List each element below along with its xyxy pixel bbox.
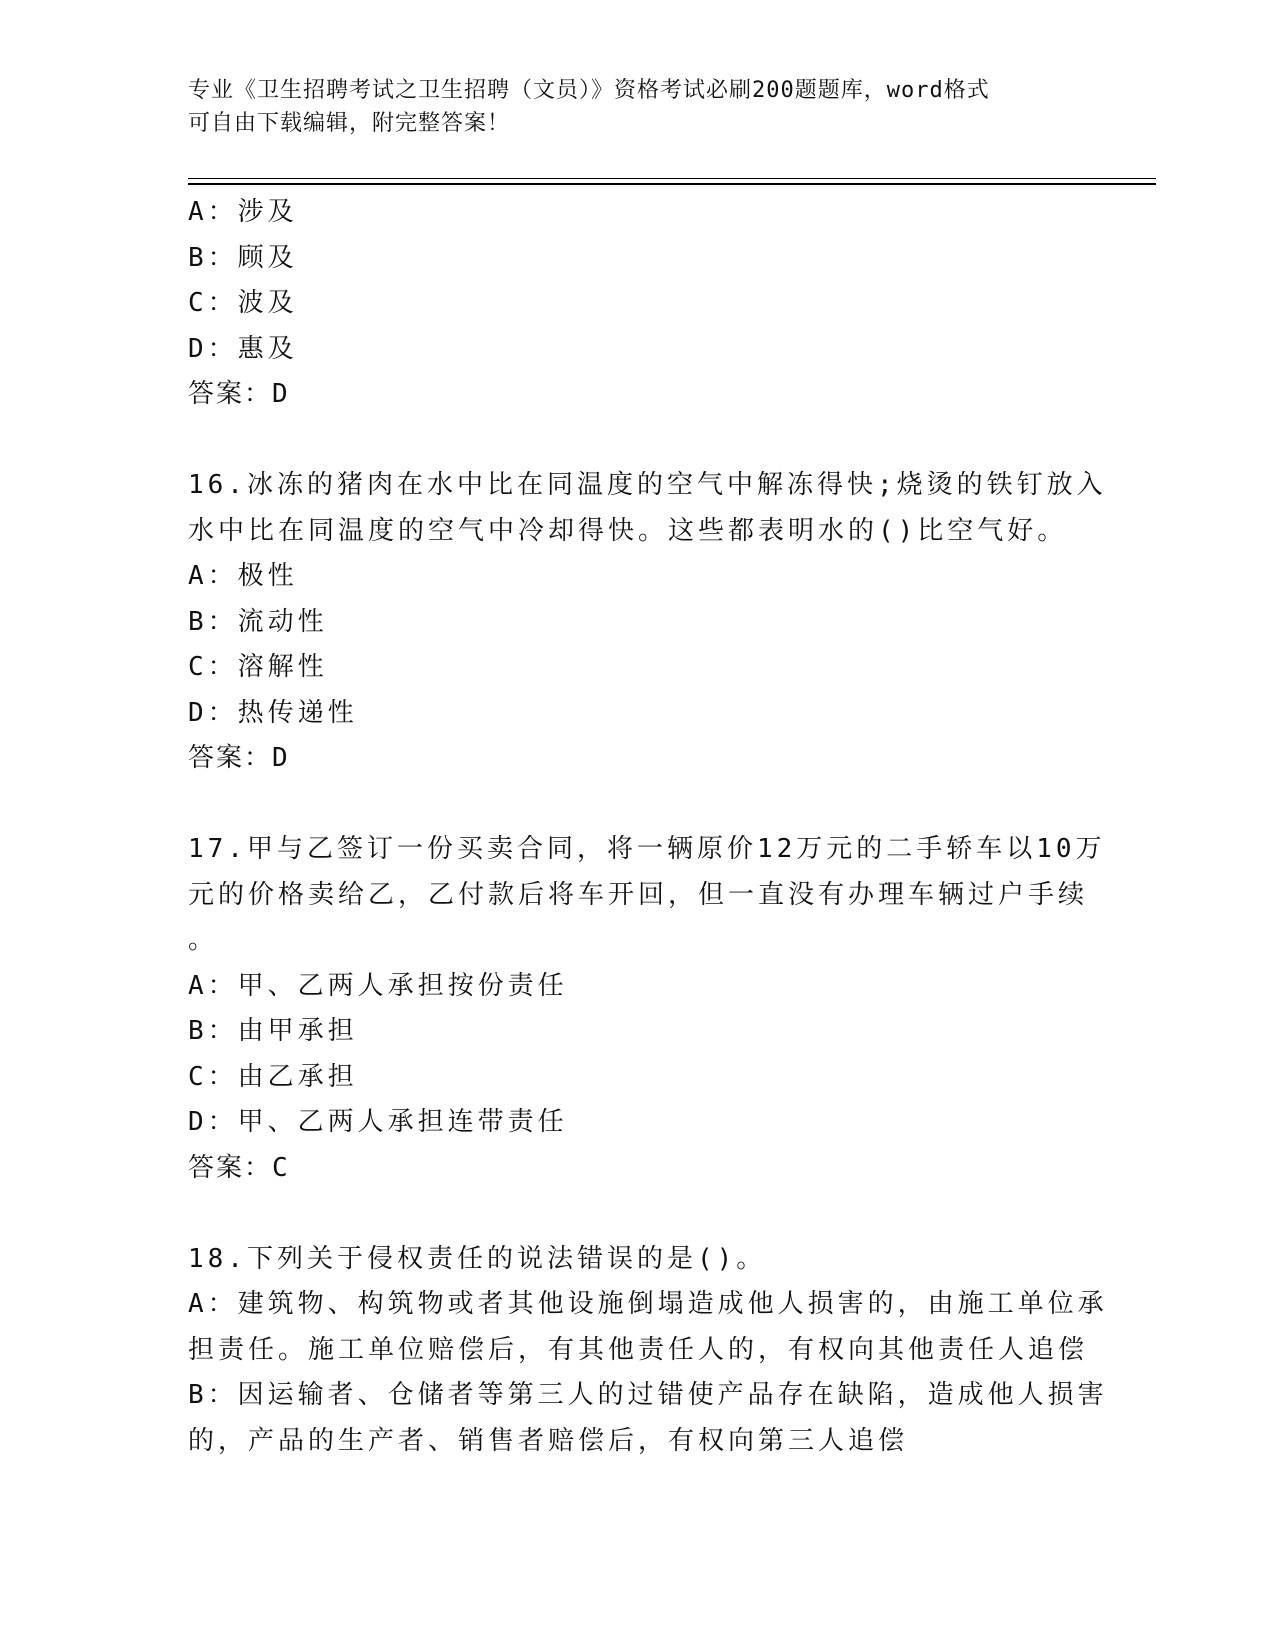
question-spacer (188, 782, 1088, 828)
option-c: C：由乙承担 (188, 1061, 358, 1092)
answer-line: 答案：D (188, 743, 290, 773)
header-title-line-1: 专业《卫生招聘考试之卫生招聘（文员）》资格考试必刷200题题库，word格式 (188, 78, 990, 103)
option-c: C：波及 (188, 288, 298, 318)
option-a: A：极性 (188, 561, 298, 591)
option-b-line: B：因运输者、仓储者等第三人的过错使产品存在缺陷，造成他人损害 (188, 1380, 1108, 1410)
question-stem-line: 17.甲与乙签订一份买卖合同，将一辆原价12万元的二手轿车以10万 (188, 834, 1106, 864)
question-15 (188, 190, 1088, 418)
answer-line: 答案：D (188, 379, 290, 409)
question-stem-line: 水中比在同温度的空气中冷却得快。这些都表明水的()比空气好。 (188, 515, 1068, 546)
question-list (188, 190, 1108, 1464)
option-d: D：甲、乙两人承担连带责任 (188, 1107, 568, 1137)
header-title-line-2: 可自由下载编辑，附完整答案！ (188, 111, 511, 136)
header-divider-thick (188, 183, 1156, 185)
option-a-line: A：建筑物、构筑物或者其他设施倒塌造成他人损害的，由施工单位承 (188, 1289, 1108, 1319)
question-16 (188, 463, 1107, 782)
option-a-line: 担责任。施工单位赔偿后，有其他责任人的，有权向其他责任人追偿 (188, 1334, 1089, 1365)
question-spacer (188, 1191, 1088, 1237)
option-d: D：热传递性 (188, 697, 358, 728)
answer-line: 答案：C (188, 1152, 290, 1183)
question-17 (188, 827, 1106, 1191)
question-spacer (188, 418, 1088, 464)
header-divider-thin (188, 178, 1156, 179)
option-b-line: 的，产品的生产者、销售者赔偿后，有权向第三人追偿 (188, 1425, 909, 1456)
question-stem-line: 。 (188, 925, 219, 955)
question-18 (188, 1237, 1108, 1465)
option-b: B：流动性 (188, 606, 328, 637)
option-a: A：甲、乙两人承担按份责任 (188, 970, 568, 1001)
option-a: A：涉及 (188, 197, 298, 227)
document-header (188, 74, 1088, 140)
option-b: B：顾及 (188, 242, 298, 273)
option-c: C：溶解性 (188, 652, 328, 682)
question-stem-line: 18.下列关于侵权责任的说法错误的是()。 (188, 1243, 767, 1274)
question-stem-line: 16.冰冻的猪肉在水中比在同温度的空气中解冻得快;烧烫的铁钉放入 (188, 470, 1107, 500)
question-stem-line: 元的价格卖给乙，乙付款后将车开回，但一直没有办理车辆过户手续 (188, 879, 1089, 910)
option-d: D：惠及 (188, 333, 298, 364)
option-b: B：由甲承担 (188, 1016, 358, 1046)
